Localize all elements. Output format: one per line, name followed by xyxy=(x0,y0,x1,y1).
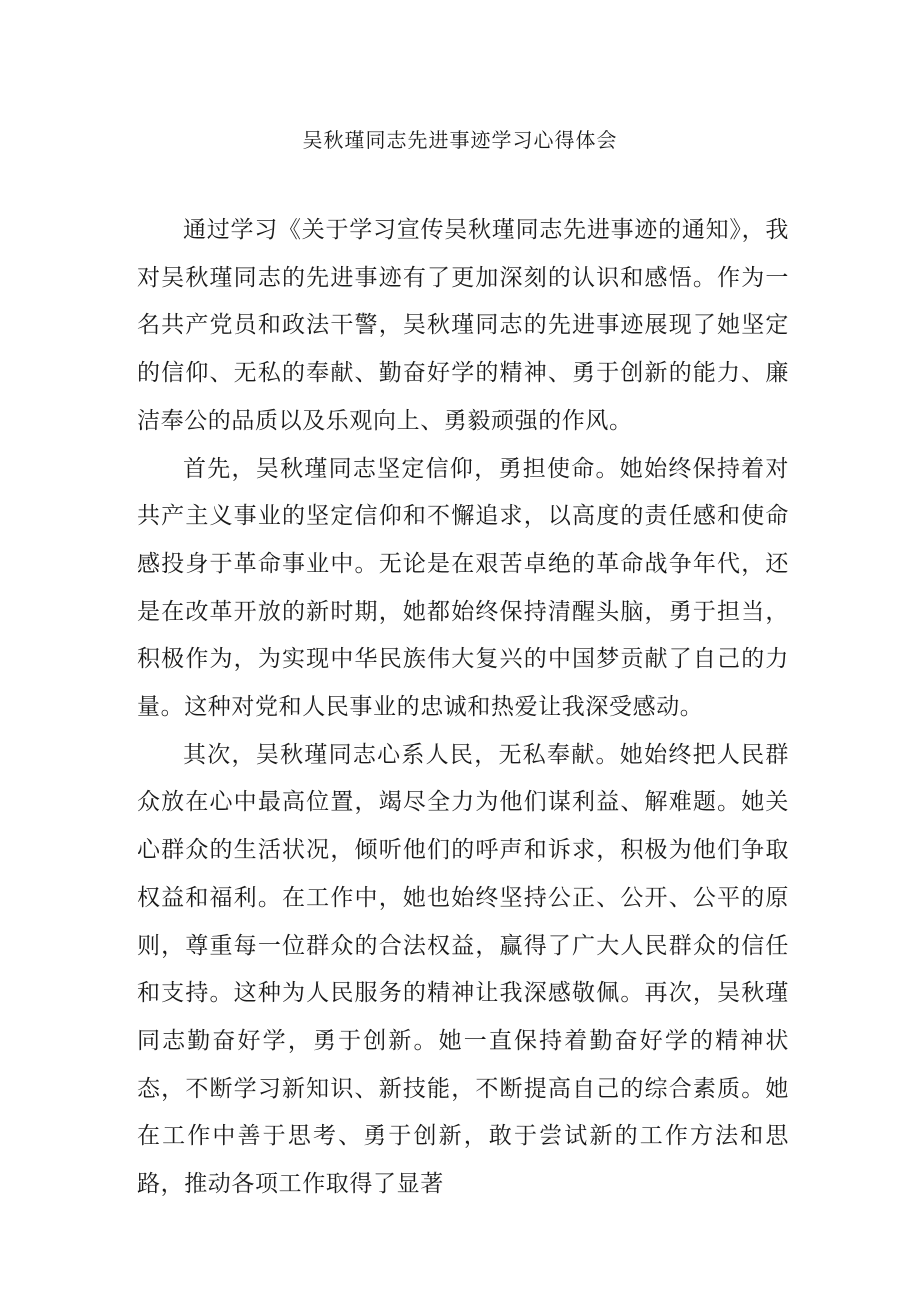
document-title: 吴秋瑾同志先进事迹学习心得体会 xyxy=(302,128,618,152)
document-body xyxy=(137,207,789,1209)
paragraph-second: 其次，吴秋瑾同志心系人民，无私奉献。她始终把人民群众放在心中最高位置，竭尽全力为他们谋利益、解难题。她关心群众的生活状况，倾听他们的呼声和诉求，积极为他们争取权益和福利。在工作中，她也始终坚持公正、公开、公平的原则，尊重每一位群众的合法权益，赢得了广大人民群众的信任和支持。这种为人民服务的精神让我深感敬佩。再次，吴秋瑾同志勤奋好学，勇于创新。她一直保持着勤奋好学的精神状态，不断学习新知识、新技能，不断提高自己的综合素质。她在工作中善于思考、勇于创新，敢于尝试新的工作方法和思路，推动各项工作取得了显著 xyxy=(137,741,789,1198)
paragraph-intro: 通过学习《关于学习宣传吴秋瑾同志先进事迹的通知》，我对吴秋瑾同志的先进事迹有了更加深刻的认识和感悟。作为一名共产党员和政法干警，吴秋瑾同志的先进事迹展现了她坚定的信仰、无私的奉献、勤奋好学的精神、勇于创新的能力、廉洁奉公的品质以及乐观向上、勇毅顽强的作风。 xyxy=(137,217,789,434)
paragraph-first: 首先，吴秋瑾同志坚定信仰，勇担使命。她始终保持着对共产主义事业的坚定信仰和不懈追求，以高度的责任感和使命感投身于革命事业中。无论是在艰苦卓绝的革命战争年代，还是在改革开放的新时期，她都始终保持清醒头脑，勇于担当，积极作为，为实现中华民族伟大复兴的中国梦贡献了自己的力量。这种对党和人民事业的忠诚和热爱让我深受感动。 xyxy=(137,455,789,721)
